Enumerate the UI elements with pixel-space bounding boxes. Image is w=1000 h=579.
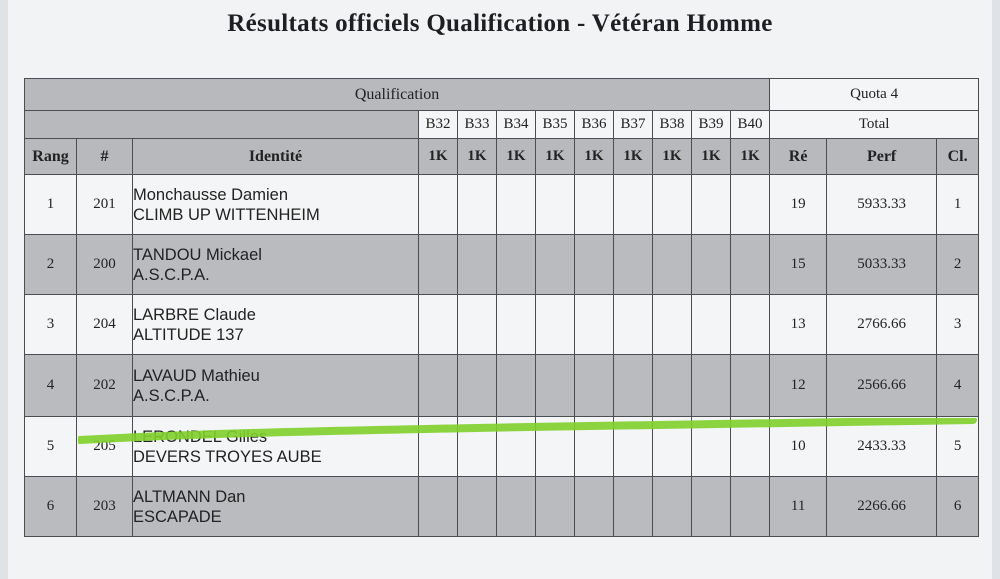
perf-cell: 2566.66 — [827, 355, 937, 417]
bloc-type-header: 1K — [497, 139, 536, 175]
bloc-header: B34 — [497, 111, 536, 139]
bloc-header: B39 — [692, 111, 731, 139]
blank-header-cell — [25, 111, 419, 139]
number-cell: 204 — [77, 295, 133, 355]
identity-cell — [133, 417, 419, 477]
bloc-header: B32 — [419, 111, 458, 139]
cl-header: Cl. — [937, 139, 979, 175]
cl-cell: 2 — [937, 235, 979, 295]
table-row — [25, 235, 979, 295]
athlete-club: A.S.C.P.A. — [133, 386, 210, 405]
rang-cell: 1 — [25, 175, 77, 235]
table-row — [25, 295, 979, 355]
re-cell: 15 — [770, 235, 827, 295]
re-header: Ré — [770, 139, 827, 175]
identity-cell — [133, 175, 419, 235]
rang-header: Rang — [25, 139, 77, 175]
bloc-type-header: 1K — [419, 139, 458, 175]
athlete-club: A.S.C.P.A. — [133, 265, 210, 284]
bloc-header: B35 — [536, 111, 575, 139]
athlete-name: TANDOU Mickael — [133, 245, 262, 264]
athlete-club: CLIMB UP WITTENHEIM — [133, 205, 320, 224]
cl-cell: 6 — [937, 477, 979, 537]
re-cell: 11 — [770, 477, 827, 537]
athlete-name: Monchausse Damien — [133, 185, 288, 204]
athlete-club: ESCAPADE — [133, 507, 222, 526]
athlete-name: ALTMANN Dan — [133, 487, 246, 506]
identite-header: Identité — [133, 139, 419, 175]
re-cell: 19 — [770, 175, 827, 235]
re-cell: 12 — [770, 355, 827, 417]
perf-cell: 2766.66 — [827, 295, 937, 355]
bloc-header: B36 — [575, 111, 614, 139]
bloc-type-header: 1K — [575, 139, 614, 175]
identity-cell — [133, 477, 419, 537]
table-row — [25, 355, 979, 417]
number-cell: 202 — [77, 355, 133, 417]
perf-cell: 2433.33 — [827, 417, 937, 477]
re-cell: 13 — [770, 295, 827, 355]
bloc-type-header: 1K — [458, 139, 497, 175]
qualification-header: Qualification — [25, 79, 770, 111]
bloc-type-header: 1K — [614, 139, 653, 175]
athlete-name: LAVAUD Mathieu — [133, 366, 260, 385]
bloc-type-header: 1K — [653, 139, 692, 175]
rang-cell: 2 — [25, 235, 77, 295]
total-header: Total — [770, 111, 979, 139]
cl-cell: 1 — [937, 175, 979, 235]
number-header: # — [77, 139, 133, 175]
number-cell: 201 — [77, 175, 133, 235]
perf-cell: 5933.33 — [827, 175, 937, 235]
number-cell: 203 — [77, 477, 133, 537]
results-table — [24, 78, 979, 537]
bloc-type-header: 1K — [536, 139, 575, 175]
identity-cell — [133, 235, 419, 295]
number-cell: 205 — [77, 417, 133, 477]
rang-cell: 4 — [25, 355, 77, 417]
perf-cell: 5033.33 — [827, 235, 937, 295]
athlete-club: DEVERS TROYES AUBE — [133, 447, 322, 466]
bloc-header: B33 — [458, 111, 497, 139]
number-cell: 200 — [77, 235, 133, 295]
table-row — [25, 175, 979, 235]
page-title: Résultats officiels Qualification - Vétéran Homme — [227, 10, 773, 37]
rang-cell: 3 — [25, 295, 77, 355]
perf-header: Perf — [827, 139, 937, 175]
identity-cell — [133, 295, 419, 355]
identity-cell — [133, 355, 419, 417]
rang-cell: 5 — [25, 417, 77, 477]
re-cell: 10 — [770, 417, 827, 477]
cl-cell: 5 — [937, 417, 979, 477]
perf-cell: 2266.66 — [827, 477, 937, 537]
athlete-name: LERONDEL Gilles — [133, 427, 268, 446]
athlete-name: LARBRE Claude — [133, 305, 256, 324]
bloc-header: B40 — [731, 111, 770, 139]
table-row — [25, 477, 979, 537]
cl-cell: 4 — [937, 355, 979, 417]
bloc-type-header: 1K — [731, 139, 770, 175]
athlete-club: ALTITUDE 137 — [133, 325, 244, 344]
quota-header: Quota 4 — [770, 79, 979, 111]
table-row — [25, 417, 979, 477]
cl-cell: 3 — [937, 295, 979, 355]
bloc-type-header: 1K — [692, 139, 731, 175]
bloc-header: B38 — [653, 111, 692, 139]
bloc-header: B37 — [614, 111, 653, 139]
rang-cell: 6 — [25, 477, 77, 537]
